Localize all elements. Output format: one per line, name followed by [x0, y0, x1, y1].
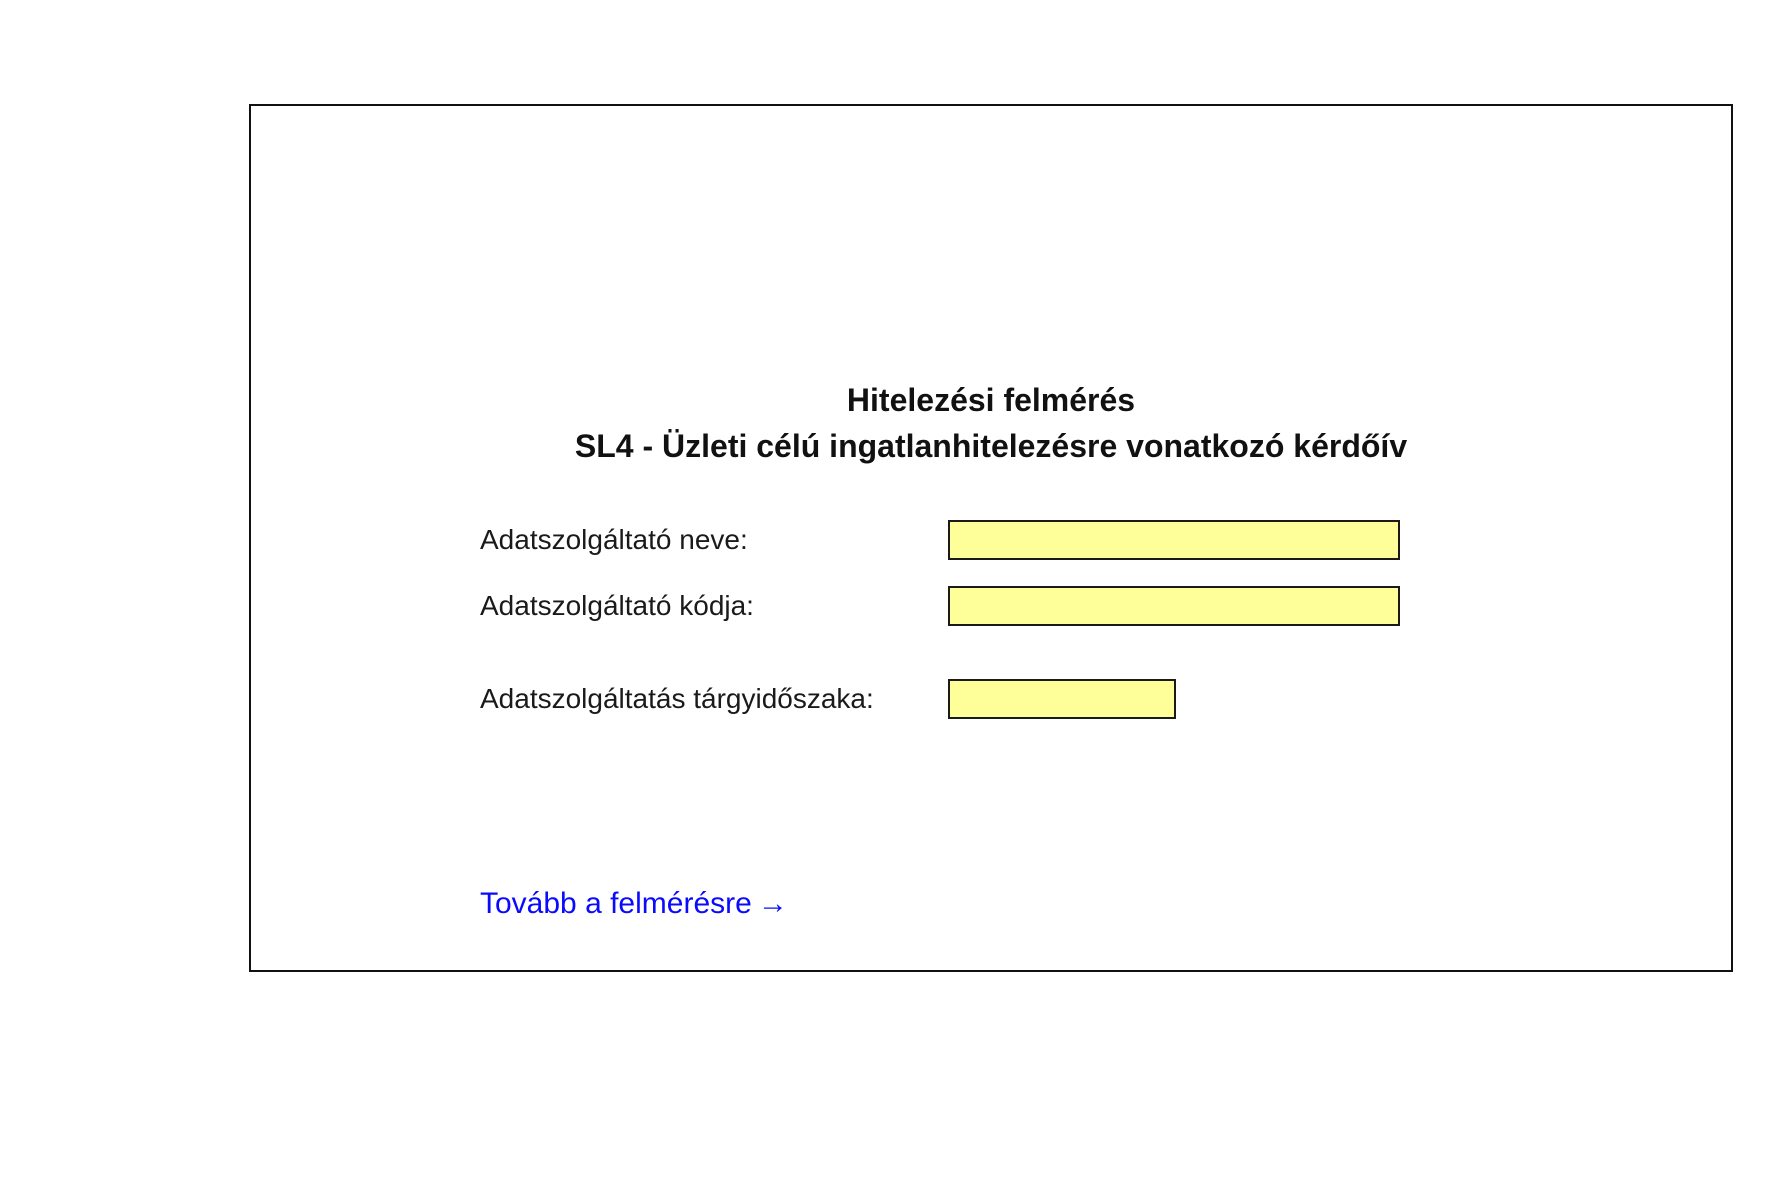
arrow-right-icon: → [757, 887, 788, 920]
provider-name-input[interactable] [948, 520, 1400, 560]
continue-to-survey-link[interactable] [480, 885, 788, 923]
provider-code-input[interactable] [948, 586, 1400, 626]
survey-title: Hitelezési felmérés [846, 382, 1136, 418]
survey-frame [249, 104, 1733, 972]
provider-code-label: Adatszolgáltató kódja: [480, 590, 754, 621]
reporting-period-label: Adatszolgáltatás tárgyidőszaka: [480, 683, 874, 714]
provider-name-label: Adatszolgáltató neve: [480, 524, 748, 555]
continue-link-label: Tovább a felmérésre [480, 887, 752, 920]
reporting-period-input[interactable] [948, 679, 1176, 719]
survey-subtitle: SL4 - Üzleti célú ingatlanhitelezésre vonatkozó kérdőív [574, 428, 1408, 464]
